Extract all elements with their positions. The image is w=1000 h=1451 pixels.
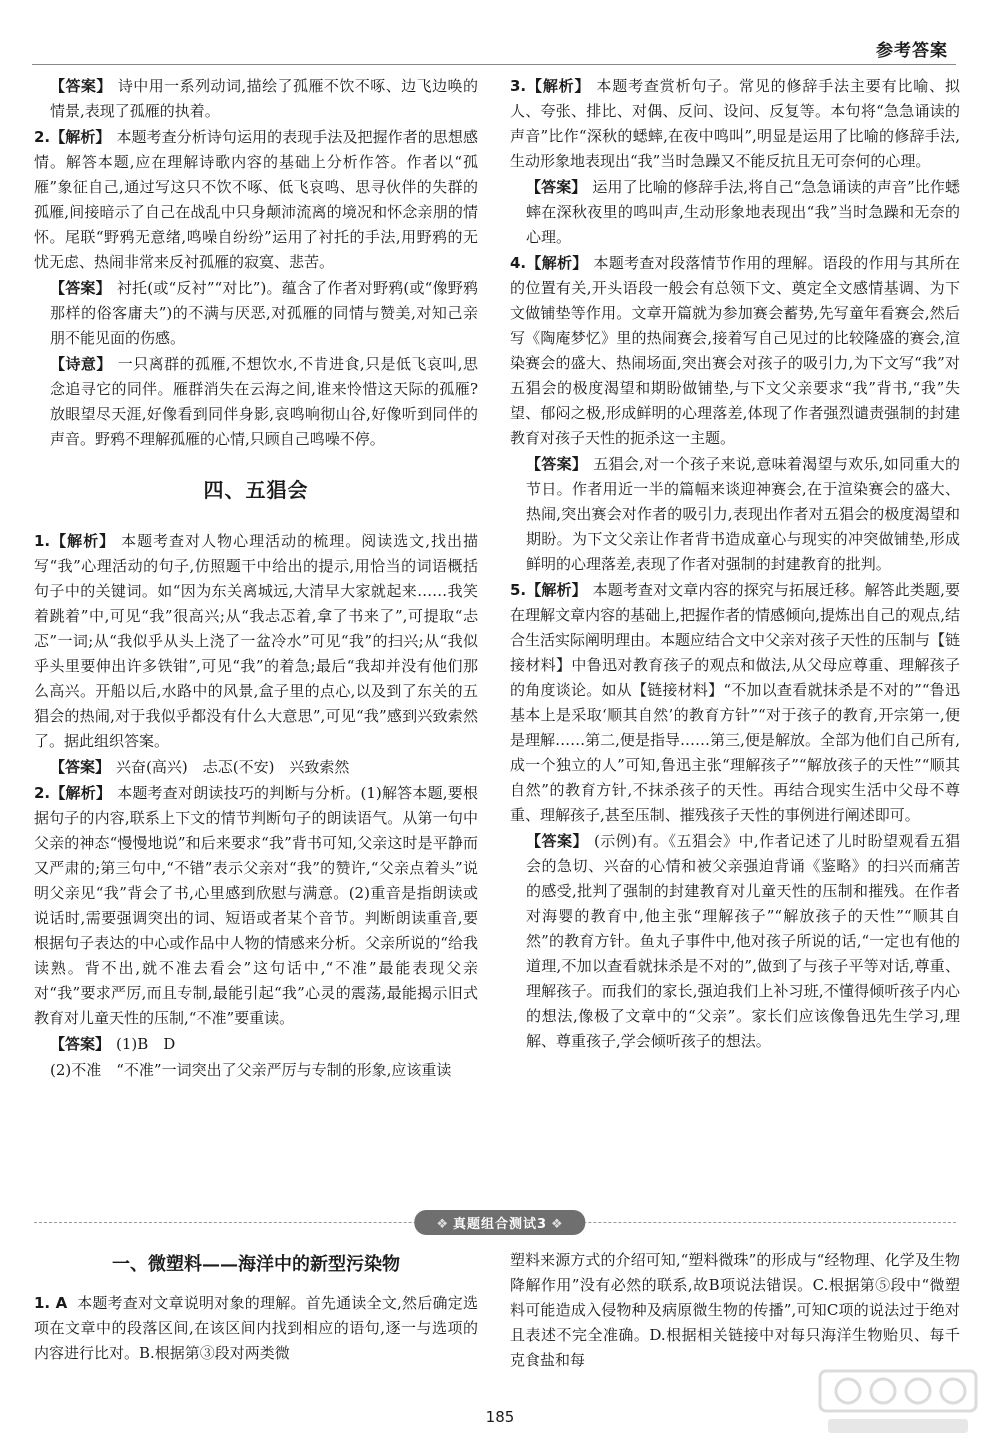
analysis-text: 本题考查对朗读技巧的判断与分析。(1)解答本题,要根据句子的内容,联系上下文的情节判断句子的朗读语气。从第一句中父亲的神态“慢慢地说”和后来要求“我”背书可知,父亲这时是平静而又严肃的;第三句中,“不错”表示父亲对“我”的赞许,“父亲点着头”说明父亲见“我”背会了书,心里感到欣慰与满意。(2)重音是指朗读或说话时,需要强调突出的词、短语或者某个音节。判断朗读重音,要根据句子表达的中心或作品中人物的情感来分析。父亲所说的“给我读熟。背不出,就不准去看会”这句话中,“不准”最能表现父亲对“我”要求严厉,而且专制,最能引起“我”心灵的震荡,最能揭示旧式教育对儿童天性的压制,“不准”要重读。 [34,784,478,1027]
poem-meaning-tag: 【诗意】 [50,355,112,373]
answer-block [34,755,478,780]
answer-block [34,1032,478,1057]
answer-tag: 【答案】 [50,279,111,297]
answer-tag: 【答案】 [526,455,588,473]
analysis-text: 本题考查分析诗句运用的表现手法及把握作者的思想感情。解答本题,应在理解诗歌内容的基础上分析作答。作者以“孤雁”象征自己,通过写这只不饮不啄、低飞哀鸣、思寻伙伴的失群的孤雁,间接暗示了自己在战乱中只身颠沛流离的境况和怀念亲朋的情怀。尾联“野鸦无意绪,鸣噪自纷纷”运用了衬托的手法,用野鸦的无忧无虑、热闹非常来反衬孤雁的寂寞、悲苦。 [34,128,478,271]
left-column [34,74,478,1084]
banner-right-ornament-icon: ❖ [551,1217,564,1232]
bottom-right-column [510,1248,960,1374]
test-section-banner [0,1210,1000,1236]
analysis-block [34,781,478,1031]
answer-continuation: (2)不准 “不准”一词突出了父亲严厉与专制的形象,应该重读 [50,1061,452,1079]
answer-block [510,452,960,577]
analysis-tag: 【解析】 [526,581,587,599]
poem-meaning-block [34,352,478,452]
answer-tag: 【答案】 [50,1035,111,1053]
answer-tag: 【答案】 [526,178,587,196]
answer-block [510,175,960,250]
answer-tag: 【答案】 [526,832,588,850]
answer-text: (1)B D [116,1035,176,1053]
banner-label [414,1210,585,1235]
question-text: 本题考查对文章说明对象的理解。首先通读全文,然后确定选项在文章中的段落区间,在该区间内找到相应的语句,逐一与选项的内容进行比对。B.根据第③段对两类微 [34,1294,478,1362]
answer-tag: 【答案】 [50,758,111,776]
answer-tag: 【答案】 [50,77,112,95]
analysis-text: 本题考查对段落情节作用的理解。语段的作用与其所在的位置有关,开头语段一般会有总领下文、奠定全文感情基调、为下文做铺垫等作用。文章开篇就为参加赛会蓄势,先写童年看赛会,然后写《陶庵梦忆》里的热闹赛会,接着写自己见过的比较隆盛的赛会,渲染赛会的盛大、热闹场面,突出赛会对孩子的吸引力,为下文写“我”对五猖会的极度渴望和期盼做铺垫,与下文父亲要求“我”背书,“我”失望、郁闷之极,形成鲜明的心理落差,体现了作者强烈谴责强制的封建教育对孩子天性的扼杀这一主题。 [510,254,960,447]
answer-text: 兴奋(高兴) 忐忑(不安) 兴致索然 [116,758,350,776]
watermark-logo-icon [818,1369,978,1439]
section-title: 四、五猖会 [203,478,309,502]
answer-text: (示例)有。《五猖会》中,作者记述了儿时盼望观看五猖会的急切、兴奋的心情和被父亲强迫背诵《鉴略》的扫兴而痛苦的感受,批判了强制的封建教育对儿童天性的压制和摧残。在作者对海婴的教育中,他主张“理解孩子”“解放孩子的天性”“顺其自然”的教育方针。鱼丸子事件中,他对孩子所说的话,“一定也有他的道理,不加以查看就抹杀是不对的”,做到了与孩子平等对话,尊重、理解孩子。而我们的家长,强迫我们上补习班,不懂得倾听孩子内心的想法,像极了文章中的“父亲”。家长们应该像鲁迅先生学习,理解、尊重孩子,学会倾听孩子的想法。 [526,832,960,1050]
analysis-block [34,529,478,754]
answer-text: 衬托(或“反衬”“对比”)。蕴含了作者对野鸦(或“像野鸦那样的俗客庸夫”)的不满与厌恶,对孤雁的同情与赞美,对知己亲朋不能见面的伤感。 [50,279,478,347]
analysis-block [510,74,960,174]
analysis-tag: 【解析】 [526,254,588,272]
analysis-tag: 【解析】 [526,77,591,95]
question-number: 4. [510,254,527,272]
answer-block [34,74,478,124]
analysis-block [34,125,478,275]
answer-text: 运用了比喻的修辞手法,将自己“急急诵读的声音”比作蟋蟀在深秋夜里的鸣叫声,生动形象地表现出“我”当时急躁和无奈的心理。 [526,178,960,246]
analysis-tag: 【解析】 [50,128,111,146]
question-number: 1. A [34,1294,68,1312]
article-title: 一、微塑料——海洋中的新型污染物 [112,1254,400,1275]
continuation-text: 塑料来源方式的介绍可知,“塑料微珠”的形成与“经物理、化学及生物降解作用”没有必然的联系,故B项说法错误。C.根据第⑤段中“微塑料可能造成入侵物种及病原微生物的传播”,可知C项的说法过于绝对且表述不完全准确。D.根据相关链接中对每只海洋生物贻贝、每千克食盐和每 [510,1251,960,1369]
page-header-title: 参考答案 [876,41,948,61]
page-number: 185 [485,1408,515,1426]
question-number: 2. [34,784,51,802]
bottom-left-column [34,1248,478,1367]
poem-meaning-text: 一只离群的孤雁,不想饮水,不肯进食,只是低飞哀叫,思念追寻它的同伴。雁群消失在云海之间,谁来怜惜这天际的孤雁?放眼望尽天涯,好像看到同伴身影,哀鸣响彻山谷,好像听到同伴的声音。野鸦不理解孤雁的心情,只顾自己鸣噪不停。 [50,355,478,448]
analysis-block [510,578,960,828]
analysis-text: 本题考查赏析句子。常见的修辞手法主要有比喻、拟人、夸张、排比、对偶、反问、设问、反复等。本句将“急急诵读的声音”比作“深秋的蟋蟀,在夜中鸣叫”,明显是运用了比喻的修辞手法,生动形象地表现出“我”当时急躁又不能反抗且无可奈何的心理。 [510,77,960,170]
answer-text: 五猖会,对一个孩子来说,意味着渴望与欢乐,如同重大的节日。作者用近一半的篇幅来谈迎神赛会,在于渲染赛会的盛大、热闹,突出赛会对作者的吸引力,表现出作者对五猖会的极度渴望和期盼。为下文父亲让作者背书造成童心与现实的冲突做铺垫,形成鲜明的心理落差,表现了作者对强制的封建教育的批判。 [526,455,960,573]
analysis-text: 本题考查对人物心理活动的梳理。阅读选文,找出描写“我”心理活动的句子,仿照题干中给出的提示,用恰当的词语概括句子中的关键词。如“因为东关离城远,大清早大家就起来……我笑着跳着”中,可见“我”很高兴;从“我忐忑着,拿了书来了”,可提取“忐忑”一词;从“我似乎从头上浇了一盆冷水”可见“我”的扫兴;从“我似乎头里要伸出许多铁钳”,可见“我”的着急;最后“我却并没有他们那么高兴。开船以后,水路中的风景,盒子里的点心,以及到了东关的五猖会的热闹,对于我似乎都没有什么大意思”,可见“我”感到兴致索然了。据此组织答案。 [34,532,478,750]
question-block [34,1291,478,1366]
analysis-block [510,251,960,451]
answer-block [34,276,478,351]
question-number: 5. [510,581,527,599]
analysis-tag: 【解析】 [50,784,112,802]
header-divider [32,64,956,65]
banner-left-ornament-icon: ❖ [436,1217,449,1232]
right-column [510,74,960,1055]
analysis-tag: 【解析】 [50,532,116,550]
question-number: 2. [34,128,51,146]
answer-block [510,829,960,1054]
analysis-text: 本题考查对文章内容的探究与拓展迁移。解答此类题,要在理解文章内容的基础上,把握作者的情感倾向,提炼出自己的观点,结合生活实际阐明理由。本题应结合文中父亲对孩子天性的压制与【链接材料】中鲁迅对教育孩子的观点和做法,从父母应尊重、理解孩子的角度谈论。如从【链接材料】“不加以查看就抹杀是不对的”“鲁迅基本上是采取‘顺其自然’的教育方针”“对于孩子的教育,开宗第一,便是理解……第二,便是指导……第三,便是解放。全部为他们自己所有,成一个独立的人”可知,鲁迅主张“理解孩子”“解放孩子的天性”“顺其自然”的教育方针,不抹杀孩子的天性。再结合现实生活中父母不尊重、理解孩子,甚至压制、摧残孩子天性的事例进行阐述即可。 [510,581,961,824]
banner-text: 真题组合测试3 [452,1217,548,1232]
question-number: 1. [34,532,51,550]
question-number: 3. [510,77,527,95]
answer-text: 诗中用一系列动词,描绘了孤雁不饮不啄、边飞边唤的情景,表现了孤雁的执着。 [50,77,478,120]
